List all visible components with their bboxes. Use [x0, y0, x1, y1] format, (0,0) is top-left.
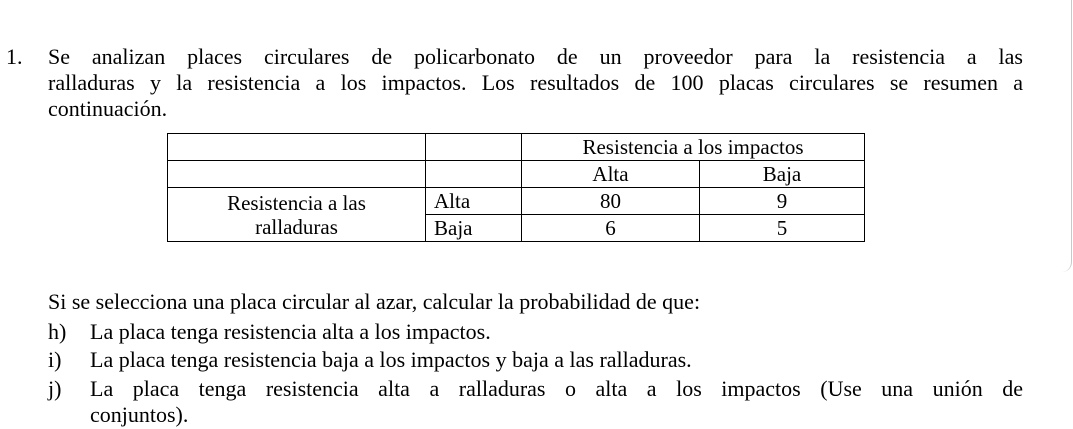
table-cell: 80 — [522, 188, 700, 215]
empty-cell — [426, 161, 522, 188]
table-cell: 9 — [700, 188, 865, 215]
question-label: j) — [48, 376, 62, 401]
question-line: conjuntos). — [90, 402, 189, 427]
question-line: La placa tenga resistencia alta a ralladuras o alta a los impactos (Use una unión de — [90, 376, 1023, 401]
table-cell: 5 — [700, 215, 865, 242]
empty-cell — [168, 161, 426, 188]
question-label: h) — [48, 319, 67, 344]
row-label-alta: Alta — [426, 188, 522, 215]
questions-intro: Si se selecciona una placa circular al azar, calcular la probabilidad de que: — [48, 289, 701, 314]
empty-cell — [168, 134, 426, 161]
column-header-baja: Baja — [700, 161, 865, 188]
table-header-row — [168, 134, 865, 161]
row-label-baja: Baja — [426, 215, 522, 242]
table-row — [168, 188, 865, 215]
table-subheader-row — [168, 161, 865, 188]
question-line: La placa tenga resistencia baja a los impactos y baja a las ralladuras. — [90, 347, 692, 372]
group-header-impactos: Resistencia a los impactos — [522, 134, 865, 161]
question-line: La placa tenga resistencia alta a los impactos. — [90, 319, 491, 344]
problem-line: ralladuras y la resistencia a los impactos. Los resultados de 100 placas circulares se resumen a — [48, 70, 1023, 95]
problem-line: continuación. — [48, 96, 168, 121]
empty-cell — [426, 134, 522, 161]
column-header-alta: Alta — [522, 161, 700, 188]
table-cell: 6 — [522, 215, 700, 242]
question-text — [90, 376, 1023, 428]
question-text — [90, 347, 1023, 373]
problem-line: Se analizan places circulares de policarbonato de un proveedor para la resistencia a las — [48, 44, 1023, 69]
problem-number: 1. — [6, 44, 23, 69]
problem-statement — [48, 44, 1023, 122]
contingency-table — [167, 133, 865, 242]
page-edge-decoration — [1062, 0, 1072, 272]
row-group-label-ralladuras — [168, 188, 426, 242]
question-text — [90, 319, 1023, 345]
question-label: i) — [48, 347, 62, 372]
row-group-label-line: Resistencia a las — [227, 190, 366, 215]
row-group-label-line: ralladuras — [255, 214, 338, 239]
